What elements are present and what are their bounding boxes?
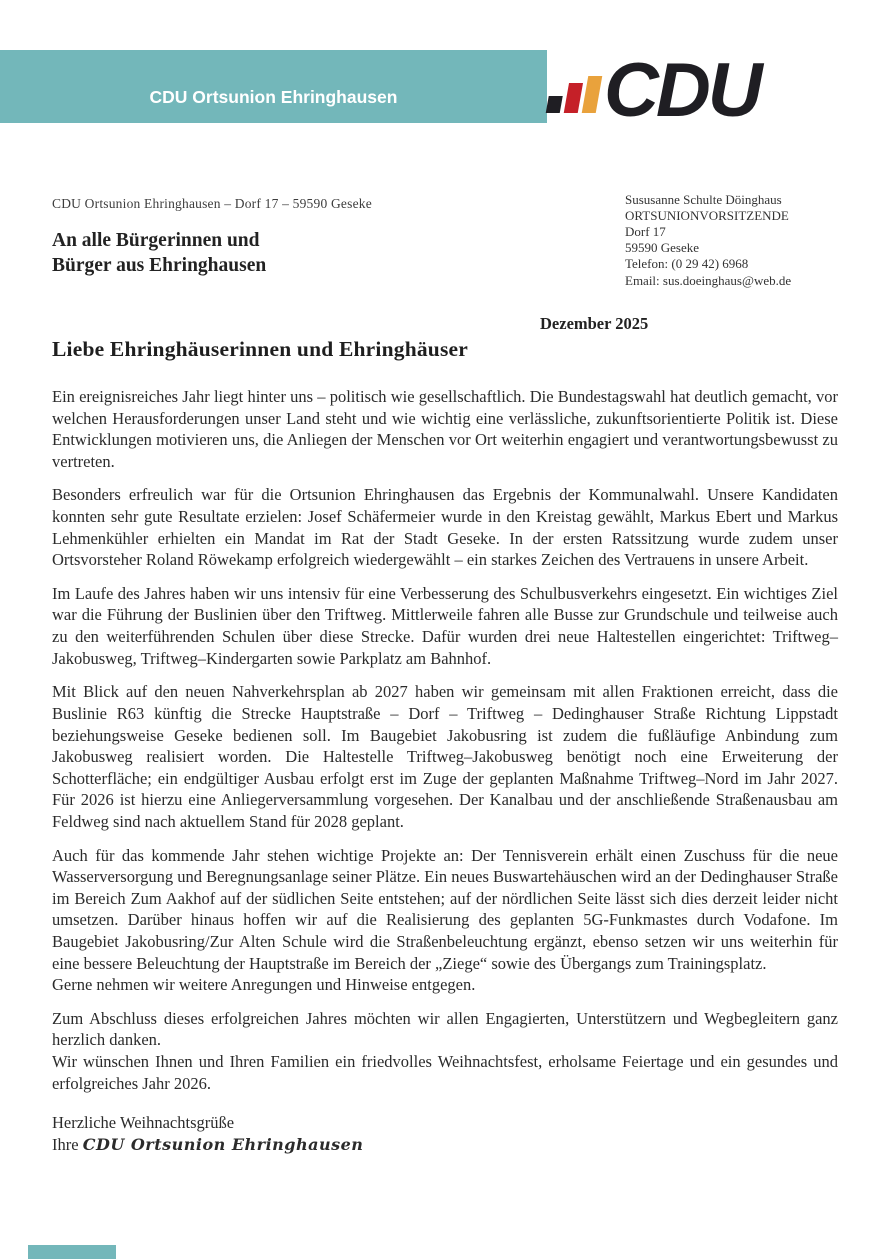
- contact-email: Email: sus.doeinghaus@web.de: [625, 272, 792, 288]
- contact-block: [625, 192, 791, 289]
- paragraph-text: Zum Abschluss dieses erfolgreichen Jahres möchten wir allen Engagierten, Unterstützern und Wegbegleitern ganz herzlich danken.: [52, 1008, 838, 1050]
- recipient-line1: An alle Bürgerinnen und: [52, 230, 260, 251]
- body-paragraph-2: Besonders erfreulich war für die Ortsunion Ehringhausen das Ergebnis der Kommunalwahl. Unsere Kandidaten konnten sehr gute Resultate erzielen: Josef Schäfermeier wurde in den Kreistag gewählt, Markus Ebert und Markus Lehmenkühler erhielten ein Mandat im Rat der Stadt Geseke. In der ersten Ratssitzung wurde zudem unser Ortsvorsteher Roland Röwekamp erfolgreich wiedergewählt – ein starkes Zeichen des Vertrauens in unsere Arbeit.: [52, 485, 838, 570]
- banner-title: CDU Ortsunion Ehringhausen: [149, 87, 398, 107]
- bar-gold: [582, 76, 603, 113]
- signature-script: CDU Ortsunion Ehringhausen: [82, 1134, 364, 1154]
- bar-red: [564, 83, 583, 113]
- recipient-block: [52, 228, 266, 279]
- bar-black: [546, 96, 563, 113]
- closing-signoff: [52, 1134, 838, 1156]
- closing-block: [52, 1112, 838, 1156]
- closing-greeting: Herzliche Weihnachtsgrüße: [52, 1113, 235, 1133]
- contact-street: Dorf 17: [625, 224, 666, 240]
- signoff-prefix: Ihre: [52, 1134, 83, 1154]
- letter-body: [52, 386, 838, 1156]
- paragraph-text: Auch für das kommende Jahr stehen wichtige Projekte an: Der Tennisverein erhält einen Zuschuss für die neue Wasserversorgung und Beregnungsanlage seiner Plätze. Ein neues Buswartehäuschen wird an der Dedinghauser Straße im Bereich Zum Aakhof auf der südlichen Seite entstehen; auf der nördlichen Seite lässt sich dies derzeit leider nicht umsetzen. Darüber hinaus hoffen wir auf die Realisierung des geplanten 5G-Funkmastes durch Vodafone. Im Baugebiet Jakobusring/Zur Alten Schule wird die Straßenbeleuchtung ergänzt, ebenso setzen wir uns weiterhin für eine bessere Beleuchtung der Hauptstraße im Bereich der „Ziege“ sowie des Übergangs zum Trainingsplatz.: [52, 845, 838, 973]
- contact-phone: Telefon: (0 29 42) 6968: [625, 256, 749, 272]
- body-paragraph-1: Ein ereignisreiches Jahr liegt hinter uns – politisch wie gesellschaftlich. Die Bundestagswahl hat deutlich gemacht, vor welchen Herausforderungen unser Land steht und wie wichtig eine verlässliche, zukunftsorientierte Politik ist. Diese Entwicklungen motivieren uns, die Anliegen der Menschen vor Ort weiterhin engagiert und verantwortungsbewusst zu vertreten.: [52, 387, 838, 471]
- body-paragraph-5: [52, 845, 838, 996]
- contact-role: ORTSUNIONVORSITZENDE: [625, 208, 789, 224]
- paragraph-text: Wir wünschen Ihnen und Ihren Familien ein friedvolles Weihnachtsfest, erholsame Feiertage und ein gesundes und erfolgreiches Jahr 2026.: [52, 1052, 838, 1093]
- body-paragraph-6: [52, 1008, 838, 1094]
- body-paragraph-4: Mit Blick auf den neuen Nahverkehrsplan ab 2027 haben wir gemeinsam mit allen Fraktionen erreicht, dass die Buslinie R63 künftig die Strecke Hauptstraße – Dorf – Triftweg – Dedinghauser Straße Richtung Lippstadt beziehungsweise Geseke bedienen soll. Im Baugebiet Jakobusring ist zudem die fußläufige Anbindung zum Jakobusweg realisiert worden. Die Haltestelle Triftweg–Jakobusweg benötigt noch eine Erweiterung der Schotterfläche; ein endgültiger Ausbau erfolgt erst im Zuge der geplanten Maßnahme Triftweg–Nord im Jahr 2027. Für 2026 ist hierzu eine Anliegerversammlung vorgesehen. Der Kanalbau und der anschließende Straßenausbau am Feldweg sind nach aktuellem Stand für 2028 geplant.: [52, 682, 838, 831]
- paragraph-text: Gerne nehmen wir weitere Anregungen und Hinweise entgegen.: [52, 975, 476, 995]
- cdu-bars-icon: [546, 76, 603, 113]
- cdu-logo-text: CDU: [604, 48, 760, 133]
- letter-date: Dezember 2025: [540, 314, 649, 333]
- cdu-logo: [549, 48, 760, 133]
- salutation-heading: Liebe Ehringhäuserinnen und Ehringhäuser: [52, 337, 469, 361]
- footer-strip: [28, 1245, 116, 1259]
- recipient-line2: Bürger aus Ehringhausen: [52, 255, 267, 277]
- body-paragraph-3: Im Laufe des Jahres haben wir uns intensiv für eine Verbesserung des Schulbusverkehrs eingesetzt. Ein wichtiges Ziel war die Führung der Buslinien über den Triftweg. Mittlerweile fahren alle Busse zur Grundschule und teilweise auch zu den weiterführenden Schulen über diese Strecke. Dafür wurden drei neue Haltestellen eingerichtet: Triftweg–Jakobusweg, Triftweg–Kindergarten sowie Parkplatz am Bahnhof.: [52, 583, 838, 668]
- contact-name: Sususanne Schulte Döinghaus: [625, 192, 782, 207]
- sender-line: CDU Ortsunion Ehringhausen – Dorf 17 – 59590 Geseke: [52, 196, 372, 211]
- header-banner: [0, 50, 547, 123]
- contact-city: 59590 Geseke: [625, 240, 700, 256]
